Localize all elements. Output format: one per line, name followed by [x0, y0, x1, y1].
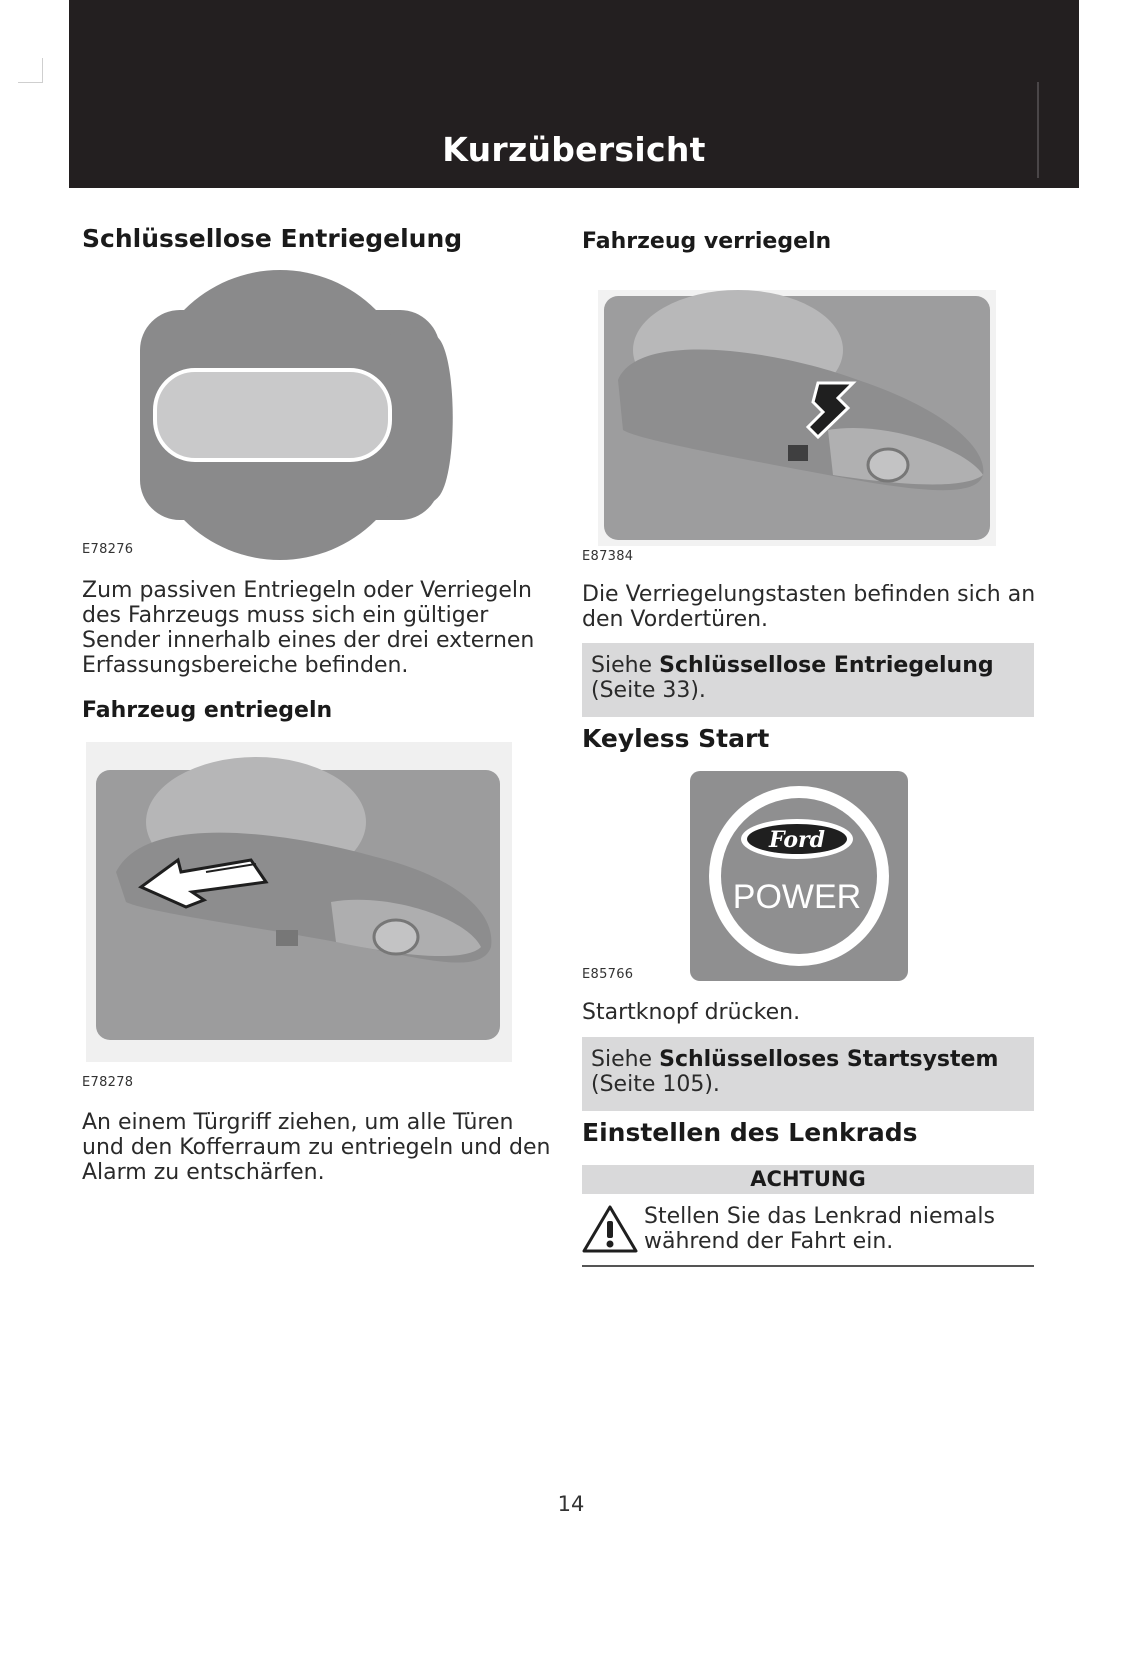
reference-box	[582, 1037, 1034, 1111]
text-line: und den Kofferraum zu entriegeln und den	[82, 1135, 551, 1160]
text-line: Alarm zu entschärfen.	[82, 1160, 325, 1185]
ford-logo: Ford	[768, 827, 826, 853]
section-heading-unlock: Fahrzeug entriegeln	[82, 698, 333, 723]
warning-text	[644, 1204, 1034, 1254]
power-button-icon	[690, 771, 908, 981]
warning-triangle-icon	[582, 1204, 638, 1254]
text-line: Erfassungsbereiche befinden.	[82, 653, 409, 678]
text-line: während der Fahrt ein.	[644, 1229, 894, 1254]
door-handle-icon	[598, 290, 996, 546]
text-line: Stellen Sie das Lenkrad niemals	[644, 1204, 995, 1229]
ref-prefix: Siehe	[591, 1047, 660, 1072]
vehicle-zones-icon	[135, 270, 465, 560]
warning-title: ACHTUNG	[582, 1165, 1034, 1194]
text-line: den Vordertüren.	[582, 607, 769, 632]
crop-mark	[18, 58, 43, 83]
ref-page: (Seite 33).	[591, 678, 706, 703]
section-heading-lock: Fahrzeug verriegeln	[582, 229, 832, 254]
reference-box	[582, 643, 1034, 717]
figure-code: E85766	[582, 967, 634, 982]
text-line: Sender innerhalb eines der drei externen	[82, 628, 535, 653]
paragraph-unlock	[82, 1110, 552, 1185]
text-line: An einem Türgriff ziehen, um alle Türen	[82, 1110, 514, 1135]
figure-code: E78278	[82, 1075, 134, 1090]
paragraph-lock	[582, 582, 1042, 632]
paragraph-keyless-entry	[82, 578, 542, 678]
section-heading-steering-wheel: Einstellen des Lenkrads	[582, 1118, 918, 1147]
ref-link[interactable]: Schlüssellose Entriegelung	[659, 653, 994, 678]
warning-divider	[582, 1265, 1034, 1267]
text-line: Zum passiven Entriegeln oder Verriegeln	[82, 578, 532, 603]
figure-code: E78276	[82, 542, 134, 557]
ref-prefix: Siehe	[591, 653, 660, 678]
page-number: 14	[557, 1492, 585, 1516]
ref-link[interactable]: Schlüsselloses Startsystem	[659, 1047, 999, 1072]
door-handle-icon	[86, 742, 512, 1062]
section-heading-keyless-entry: Schlüssellose Entriegelung	[82, 224, 463, 253]
text-line: Die Verriegelungstasten befinden sich an	[582, 582, 1036, 607]
section-heading-keyless-start: Keyless Start	[582, 724, 770, 753]
page-title: Kurzübersicht	[442, 130, 706, 169]
header-bar	[69, 0, 1079, 188]
power-label: POWER	[732, 878, 862, 916]
ref-page: (Seite 105).	[591, 1072, 720, 1097]
paragraph-start: Startknopf drücken.	[582, 1000, 801, 1025]
figure-code: E87384	[582, 549, 634, 564]
text-line: des Fahrzeugs muss sich ein gültiger	[82, 603, 489, 628]
